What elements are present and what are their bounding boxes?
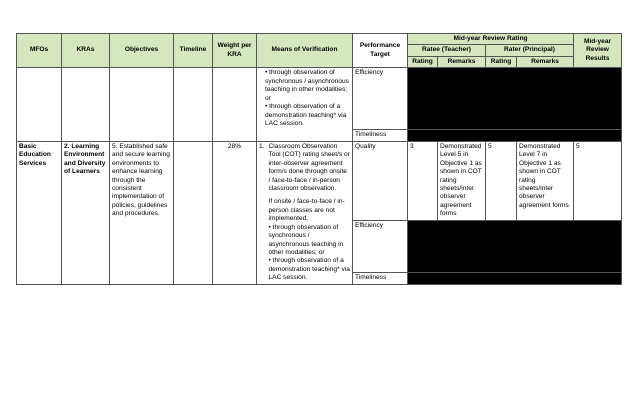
row2-timeliness-label: Timeliness bbox=[353, 273, 408, 285]
header-midyear-results: Mid-year Review Results bbox=[574, 34, 622, 68]
row2-kra: 2. Learning Environment and Diversity of Learners bbox=[62, 141, 110, 284]
header-mfos: MFOs bbox=[17, 34, 62, 68]
row2-objective: 5. Established safe and secure learning environments to enhance learning through the consistent implementation of policies, guidelines and procedures. bbox=[110, 141, 174, 284]
header-timeline: Timeline bbox=[174, 34, 213, 68]
header-ratee: Ratee (Teacher) bbox=[408, 45, 486, 56]
header-rater-remarks: Remarks bbox=[517, 56, 574, 67]
row2-rater-remarks: Demonstrated Level 7 in Objective 1 as shown in COT rating sheets/inter observer agreement forms bbox=[517, 141, 574, 220]
row2-midyear-result: 5 bbox=[574, 141, 622, 220]
row2-timeliness-redacted bbox=[408, 273, 622, 285]
header-performance-target: Performance Target bbox=[353, 34, 408, 68]
row1-mfo-cell bbox=[17, 68, 62, 141]
row2-efficiency-label: Efficiency bbox=[353, 221, 408, 273]
row2-rater-rating: 5 bbox=[486, 141, 517, 220]
header-means: Means of Verification bbox=[257, 34, 353, 68]
row2-efficiency-redacted bbox=[408, 221, 622, 273]
row1-kra-cell bbox=[62, 68, 110, 141]
ipcrf-table bbox=[16, 33, 622, 285]
row1-objective-cell bbox=[110, 68, 174, 141]
row1-means-bullet-2: • through observation of a demonstration teaching* via LAC session. bbox=[265, 103, 347, 127]
ipcrf-table-wrapper bbox=[16, 33, 622, 285]
row1-efficiency-label: Efficiency bbox=[353, 68, 408, 130]
row2-timeline bbox=[174, 141, 213, 284]
row2-weight: 28% bbox=[213, 141, 257, 284]
row2-means-cell bbox=[257, 141, 353, 284]
row2-mfo: Basic Education Services bbox=[17, 141, 62, 284]
row1-means-cell bbox=[257, 68, 353, 141]
header-ratee-rating: Rating bbox=[408, 56, 438, 67]
header-rater: Rater (Principal) bbox=[486, 45, 574, 56]
row1-means-bullet-1: • through observation of synchronous / asynchronous teaching in other modalities; or bbox=[265, 69, 349, 102]
row2-means-p2: If onsite / face-to-face / in-person classes are not implemented, bbox=[268, 198, 345, 223]
row1-timeline-cell bbox=[174, 68, 213, 141]
header-midyear-rating: Mid-year Review Rating bbox=[408, 34, 574, 45]
row2-means-p1: Classroom Observation Tool (COT) rating sheet/s or inter-observer agreement form/s done through onsite / face-to-face / in-person classroom observation. bbox=[268, 142, 350, 192]
header-ratee-remarks: Remarks bbox=[438, 56, 486, 67]
row2-quality-label: Quality bbox=[353, 141, 408, 220]
header-weight: Weight per KRA bbox=[213, 34, 257, 68]
row1-timeliness-label: Timeliness bbox=[353, 130, 408, 141]
header-rater-rating: Rating bbox=[486, 56, 517, 67]
row2-means-number: 1. bbox=[259, 142, 265, 150]
row1-timeliness-redacted bbox=[408, 130, 622, 141]
row2-means-bullet-1: • through observation of synchronous / asynchronous teaching in other modalities; or bbox=[268, 223, 344, 256]
header-objectives: Objectives bbox=[110, 34, 174, 68]
header-kras: KRAs bbox=[62, 34, 110, 68]
row2-ratee-remarks: Demonstrated Level 5 in Objective 1 as shown in COT rating sheets/inter observer agreement forms bbox=[438, 141, 486, 220]
row1-efficiency-redacted bbox=[408, 68, 622, 130]
row2-ratee-rating: 3 bbox=[408, 141, 438, 220]
row2-means-bullet-2: • through observation of a demonstration teaching* via LAC session. bbox=[268, 257, 350, 282]
row1-weight-cell bbox=[213, 68, 257, 141]
